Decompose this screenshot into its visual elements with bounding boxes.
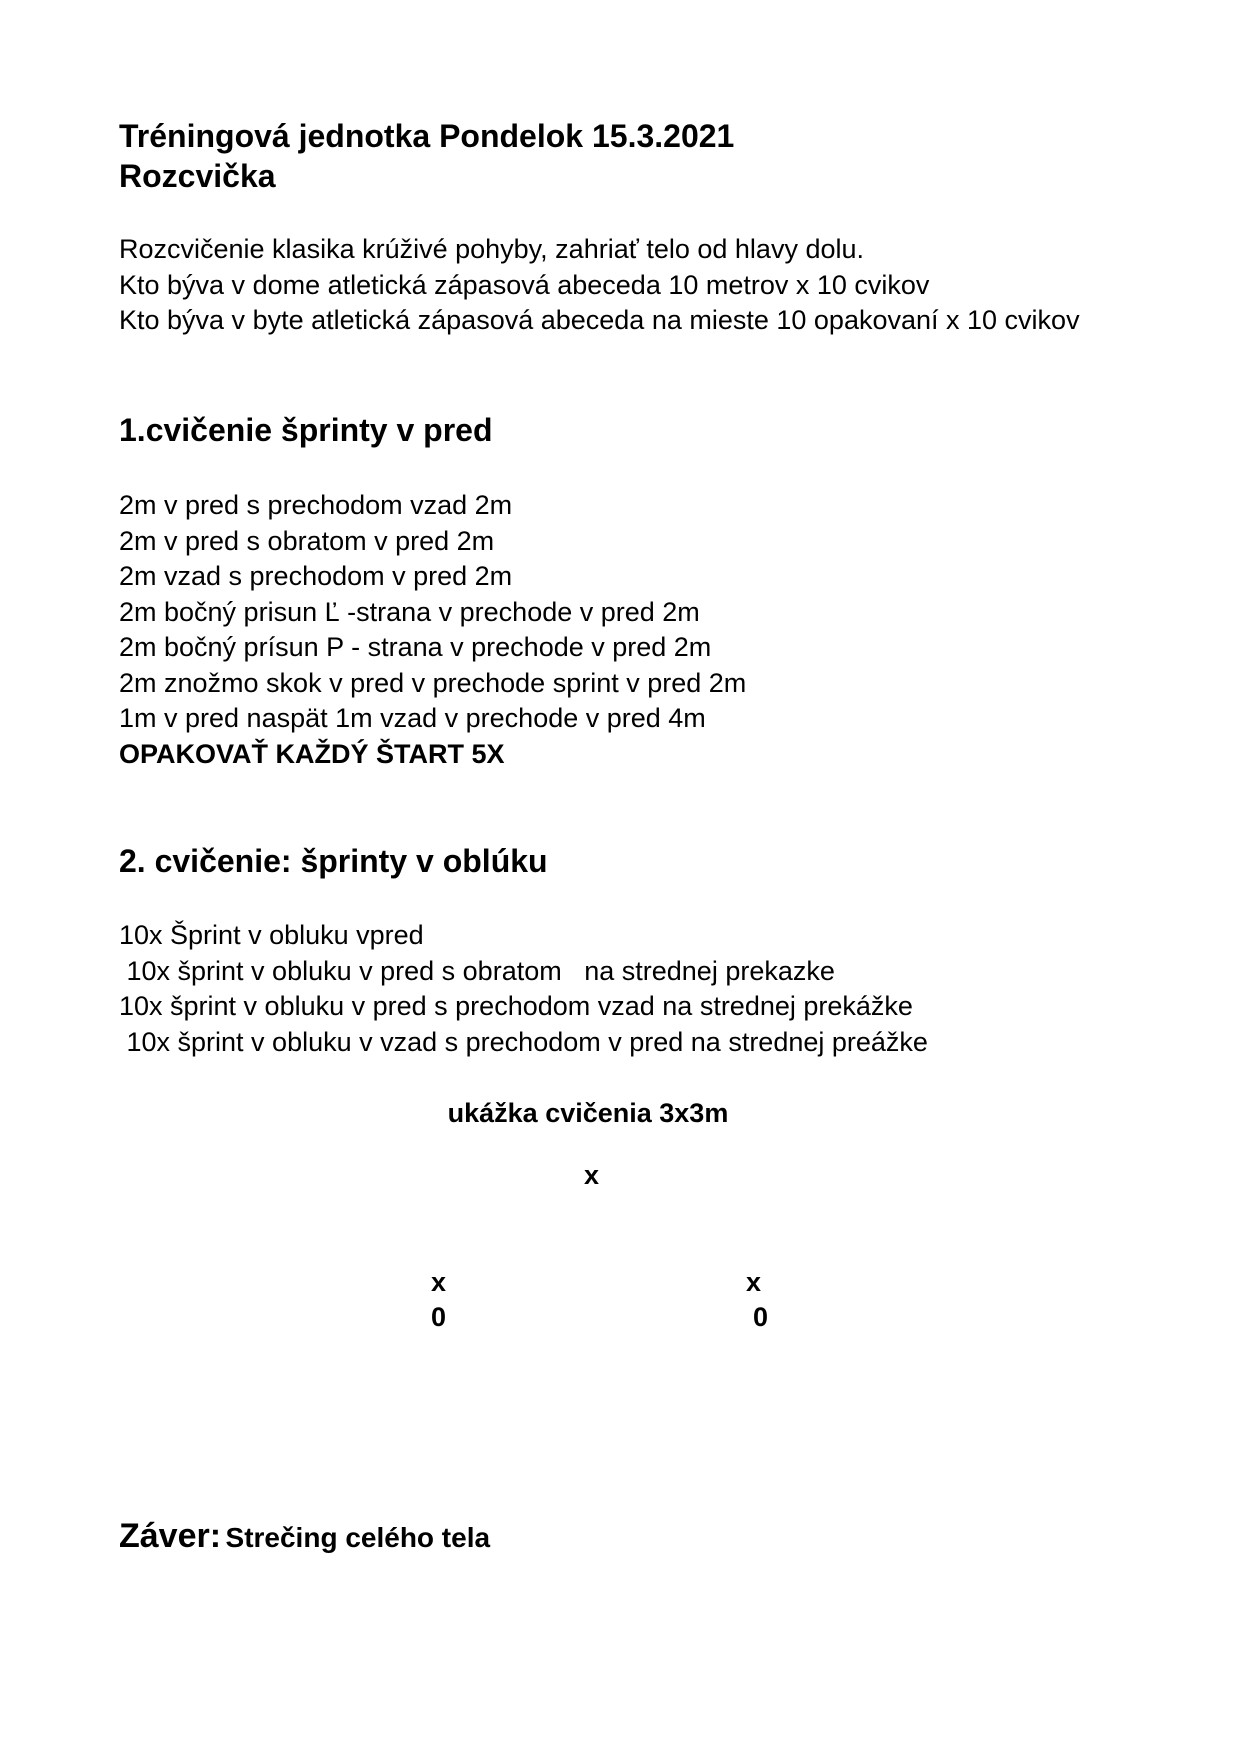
demo-right-mark: x xyxy=(746,1267,762,1297)
demo-top-mark: x xyxy=(584,1160,600,1190)
exercise2-line: 10x šprint v obluku v pred s prechodom vzad na strednej prekážke xyxy=(119,991,913,1021)
demo-title: ukážka cvičenia 3x3m xyxy=(447,1098,729,1128)
closing-label: Záver: xyxy=(119,1517,222,1555)
exercise2-list xyxy=(119,918,1129,1060)
exercise2-line: 10x šprint v obluku v vzad s prechodom v pred na strednej preážke xyxy=(119,1026,928,1057)
demo-left-cone: 0 xyxy=(431,1302,447,1332)
section-title-warmup: Rozcvička xyxy=(119,158,276,194)
closing-line xyxy=(119,1517,490,1556)
demo-right-cone: 0 xyxy=(753,1302,769,1332)
exercise1-line: 1m v pred naspät 1m vzad v prechode v pred 4m xyxy=(119,703,706,733)
exercise2-heading: 2. cvičenie: šprinty v oblúku xyxy=(119,843,548,879)
warmup-paragraph xyxy=(119,232,1129,339)
exercise1-line: 2m bočný prisun Ľ -strana v prechode v pred 2m xyxy=(119,596,700,627)
exercise1-line: 2m v pred s prechodom vzad 2m xyxy=(119,490,513,520)
warmup-line: Kto býva v byte atletická zápasová abeceda na mieste 10 opakovaní x 10 cvikov xyxy=(119,305,1080,335)
exercise1-line: 2m v pred s obratom v pred 2m xyxy=(119,525,495,556)
demo-left-mark: x xyxy=(431,1267,447,1297)
exercise2-line: 10x Šprint v obluku vpred xyxy=(119,920,424,950)
exercise2-line: 10x šprint v obluku v pred s obratom na strednej prekazke xyxy=(119,955,835,986)
exercise1-line: 2m vzad s prechodom v pred 2m xyxy=(119,561,513,591)
exercise1-list xyxy=(119,488,1129,772)
exercise1-heading: 1.cvičenie šprinty v pred xyxy=(119,412,493,448)
warmup-line: Rozcvičenie klasika krúživé pohyby, zahriať telo od hlavy dolu. xyxy=(119,234,864,264)
title-block xyxy=(119,116,734,196)
page-title: Tréningová jednotka Pondelok 15.3.2021 xyxy=(119,118,735,154)
exercise1-line: 2m bočný prísun P - strana v prechode v pred 2m xyxy=(119,632,712,662)
exercise1-repeat-note: OPAKOVAŤ KAŽDÝ ŠTART 5X xyxy=(119,738,505,769)
warmup-line: Kto býva v dome atletická zápasová abeceda 10 metrov x 10 cvikov xyxy=(119,269,930,300)
closing-text: Strečing celého tela xyxy=(225,1522,491,1553)
exercise1-line: 2m znožmo skok v pred v prechode sprint v pred 2m xyxy=(119,667,747,698)
